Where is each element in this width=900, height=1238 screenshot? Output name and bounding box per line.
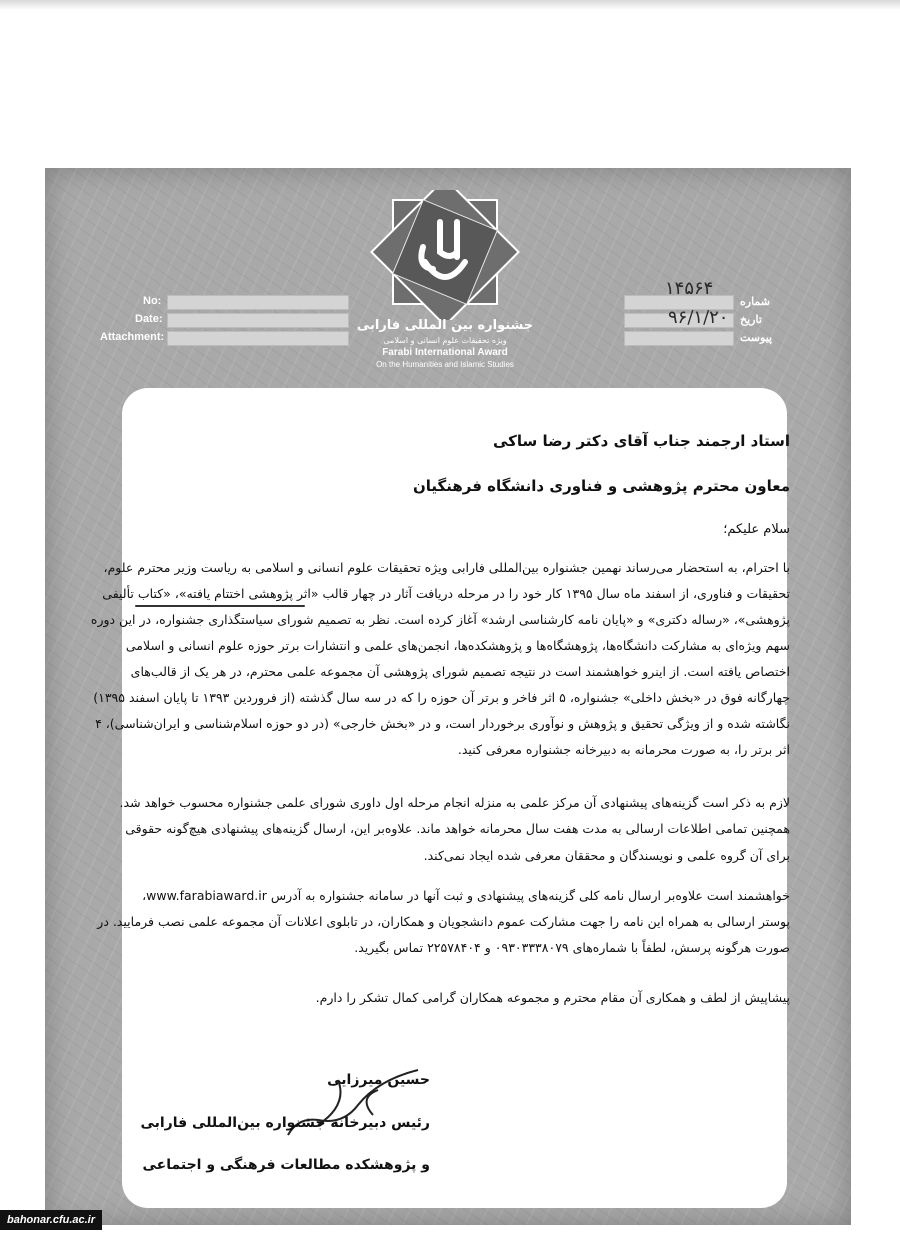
recipient-line-1: استاد ارجمند جناب آقای دکتر رضا ساکی <box>492 432 790 450</box>
para3-line: پوستر ارسالی به همراه این نامه را جهت مشارکت عموم دانشجویان و همکاران، در تابلوی اعلانات آن مجموعه علمی نصب فرمایید. در <box>97 914 790 929</box>
handwritten-number: ۱۴۵۶۴ <box>665 278 714 299</box>
para1-line: سهم ویژه‌ای به مشارکت دانشگاه‌ها، پژوهشگاه‌ها و پژوهشکده‌ها، انجمن‌های علمی و انتشارات برتر حوزه علوم انسانی و اسلامی <box>125 638 790 653</box>
para1-line: اختصاص یافته است. از اینرو خواهشمند است در نتیجه تصمیم شورای پژوهشی آن مجموعه علمی محترم، در هر یک از قالب‌های <box>130 664 790 679</box>
source-watermark: bahonar.cfu.ac.ir <box>0 1210 102 1230</box>
logo-english-subtitle: On the Humanities and Islamic Studies <box>376 360 514 369</box>
para2-line: لازم به ذکر است گزینه‌های پیشنهادی آن مرکز علمی به منزله انجام مرحله اول داوری شورای علمی جشنواره محسوب خواهد شد. <box>119 795 790 810</box>
logo-persian-subtitle: ویژه تحقیقات علوم انسانی و اسلامی <box>383 336 507 345</box>
closing-line: پیشاپیش از لطف و همکاری آن مقام محترم و مجموعه همکاران گرامی کمال تشکر را دارم. <box>315 990 790 1005</box>
handwritten-date: ۹۶/۱/۲۰ <box>668 307 729 328</box>
para1-line: چهارگانه فوق در «بخش داخلی» جشنواره، ۵ اثر فاخر و برتر آن حوزه را که در سه سال گذشته (از فروردین ۱۳۹۳ تا پایان اسفند ۱۳۹۵) <box>93 690 790 705</box>
attachment-field <box>167 331 349 346</box>
para3-line: خواهشمند است علاوه‌بر ارسال نامه کلی گزینه‌های پیشنهادی و ثبت آنها در سامانه جشنواره به آدرس www.farabiaward.ir، <box>142 888 790 903</box>
date-field <box>167 313 349 328</box>
shomare-label: شماره <box>740 296 771 308</box>
star-emblem-icon <box>350 190 540 320</box>
logo-english-title: Farabi International Award <box>382 347 508 358</box>
para1-line: اثر برتر را، به صورت محرمانه به دبیرخانه جشنواره معرفی کنید. <box>457 742 790 757</box>
attachment-label: Attachment: <box>100 331 165 343</box>
recipient-line-2: معاون محترم پژوهشی و فناوری دانشگاه فرهنگیان <box>412 477 790 495</box>
handwritten-underline <box>135 605 305 607</box>
para1-line: تحقیقات و فناوری، از اسفند ماه سال ۱۳۹۵ کار خود را در مرحله دریافت آثار در چهار قالب «اثر پژوهشی اختتام یافته»، «کتاب تألیفی <box>102 586 790 601</box>
para1-line: نگاشته شده و از ویژگی تحقیق و پژوهش و نوآوری برخوردار است، و در «بخش خارجی» (در دو حوزه اسلام‌شناسی و ایران‌شناسی)، ۴ <box>95 716 790 731</box>
para2-line: همچنین تمامی اطلاعات ارسالی به مدت هفت سال محرمانه خواهد ماند. علاوه‌بر این، ارسال گزینه‌های پیشنهادی هیچ‌گونه حقوقی <box>125 821 790 836</box>
para1-line: پژوهشی»، «رساله دکتری» و «پایان نامه کارشناسی ارشد» آغاز کرده است. نظر به تصمیم شورای سیاستگذاری جشنواره، در این دوره <box>90 612 790 627</box>
greeting: سلام علیکم؛ <box>723 522 790 537</box>
para1-line: با احترام، به استحضار می‌رساند نهمین جشنواره بین‌المللی فارابی ویژه تحقیقات علوم انسانی و اسلامی به ریاست وزیر محترم علوم، <box>103 560 790 575</box>
farabi-logo <box>350 190 540 380</box>
para3-line: صورت هرگونه پرسش، لطفاً با شماره‌های ۰۹۳۰۳۳۳۸۰۷۹ و ۲۲۵۷۸۴۰۴ تماس بگیرید. <box>354 940 790 955</box>
peyvast-field <box>624 331 734 346</box>
no-label: No: <box>143 295 162 307</box>
signatory-name: حسین میرزایی <box>327 1072 430 1088</box>
signatory-title-2: و پژوهشکده مطالعات فرهنگی و اجتماعی <box>142 1157 430 1173</box>
peyvast-label: پیوست <box>740 332 773 344</box>
para2-line: برای آن گروه علمی و نویسندگان و محققان معرفی شده ایجاد نمی‌کند. <box>423 848 790 863</box>
scan-edge <box>0 0 900 10</box>
date-label: Date: <box>135 313 163 325</box>
logo-persian-title: جشنواره بین المللی فارابی <box>356 318 534 333</box>
signatory-title-1: رئیس دبیرخانه جشنواره بین‌المللی فارابی <box>140 1115 430 1131</box>
no-field <box>167 295 349 310</box>
tarikh-label: تاریخ <box>740 314 762 326</box>
